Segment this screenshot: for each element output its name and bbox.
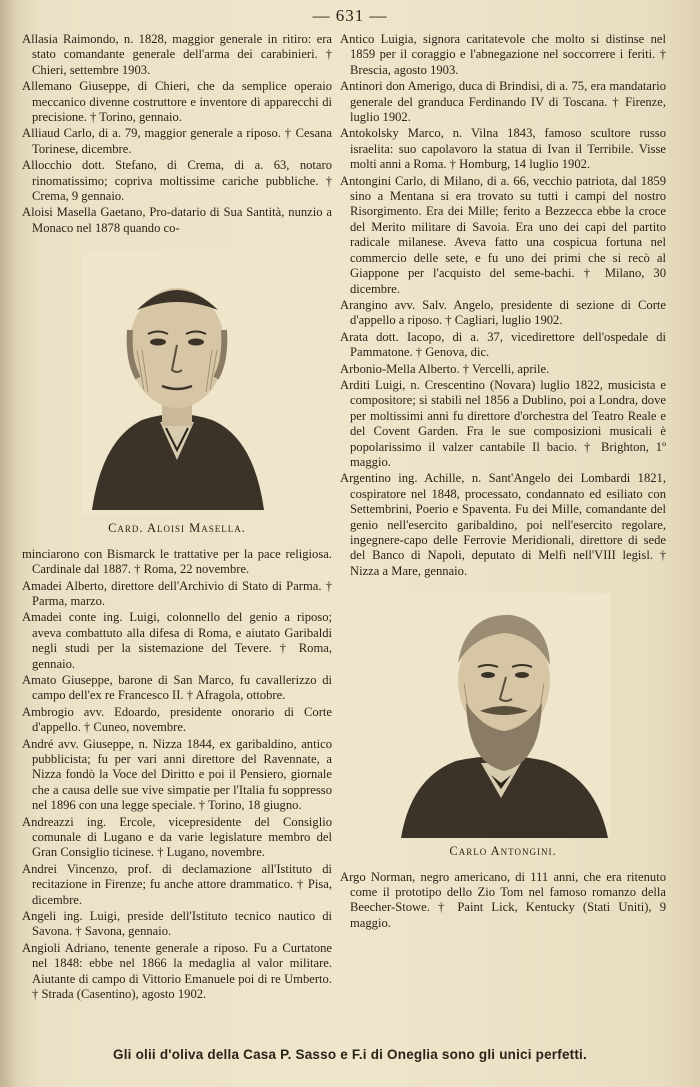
right-column (340, 32, 666, 932)
obituary-entry: Andreazzi ing. Ercole, vicepresidente del Consiglio comunale di Lugano e da varie legislature membro del Gran Consiglio ticinese. † Lugano, novembre. (22, 814, 332, 860)
obituary-entry: Allemano Giuseppe, di Chieri, che da semplice operaio meccanico divenne costruttore e inventore di apparecchi di precisione. † Torino, gennaio. (22, 79, 332, 125)
obituary-entry: Antokolsky Marco, n. Vilna 1843, famoso scultore russo israelita: suo capolavoro la statua di Ivan il Terribile. Visse molti anni a Roma. † Homburg, 14 luglio 1902. (340, 126, 666, 172)
obituary-entry: Arbonio-Mella Alberto. † Vercelli, aprile. (340, 361, 550, 376)
obituary-entry: Amato Giuseppe, barone di San Marco, fu cavallerizzo di campo dell'ex re Francesco II. † Afragola, ottobre. (22, 672, 332, 703)
binding-shadow (0, 0, 18, 1087)
obituary-entry: Aloisi Masella Gaetano, Pro-datario di Sua Santità, nunzio a Monaco nel 1878 quando co- (22, 205, 332, 235)
portrait-caption-masella: Card. Aloisi Masella. (108, 521, 246, 536)
obituary-entry: Arangino avv. Salv. Angelo, presidente di sezione di Corte d'appello a riposo. † Cagliari, luglio 1902. (340, 297, 666, 328)
right-entries-top (340, 32, 666, 579)
obituary-entry: Argo Norman, negro americano, di 111 anni, che era ritenuto come il prototipo dello Zio Tom nel famoso romanzo della Beecher-Stowe. † Paint Lick, Kentucky (Stati Uniti), 9 maggio. (340, 869, 666, 930)
obituary-entry: Amadei Alberto, direttore dell'Archivio di Stato di Parma. † Parma, marzo. (22, 578, 332, 608)
obituary-entry: Andrei Vincenzo, prof. di declamazione all'Istituto di recitazione in Firenze; fu anche attore drammatico. † Pisa, dicembre. (22, 861, 332, 907)
obituary-entry: Angioli Adriano, tenente generale a riposo. Fu a Curtatone nel 1848: ebbe nel 1866 la medaglia al valor militare. Aiutante di campo di Vittorio Emanuele poi di re Umberto. † Strada (Casentino), agosto 1902. (22, 940, 332, 1002)
advertisement-footer: Gli olii d'oliva della Casa P. Sasso e F.i di Oneglia sono gli unici perfetti. (113, 1047, 587, 1062)
obituary-entry: Argentino ing. Achille, n. Sant'Angelo dei Lombardi 1821, cospiratore nel 1848, processato, condannato ed esiliato con Settembrini, Poerio e Spaventa. Fu dei Mille, comandante del genio nell'esercito garibaldino, poi nell'esercito regolare, ingegnere-capo delle Ferrovie Meridionali, direttore di sede del Banco di Napoli, deputato di Melfi nell'VIII legisl. † Nizza a Mare, gennaio. (340, 471, 666, 578)
portrait-antongini-image (396, 593, 611, 838)
obituary-entry: Ambrogio avv. Edoardo, presidente onorario di Corte d'appello. † Cuneo, novembre. (22, 704, 332, 735)
left-entries-bottom (22, 547, 332, 1003)
obituary-entry: Angeli ing. Luigi, preside dell'Istituto tecnico nautico di Savona. † Savona, gennaio. (22, 909, 332, 939)
portrait-masella-image (82, 250, 272, 515)
page-number: — 631 — (312, 6, 388, 25)
obituary-entry: minciarono con Bismarck le trattative per la pace religiosa. Cardinale dal 1887. † Roma, 22 novembre. (22, 546, 332, 577)
right-entries-bottom (340, 870, 666, 932)
left-entries-top (22, 32, 332, 236)
svg-text:G.S.: G.S. (94, 492, 112, 504)
obituary-entry: Allasia Raimondo, n. 1828, maggior generale in ritiro: era stato comandante generale dell'arma dei carabinieri. † Chieri, settembre 1903. (22, 32, 332, 77)
obituary-entry: André avv. Giuseppe, n. Nizza 1844, ex garibaldino, antico pubblicista; fu per vari anni direttore del Ravennate, a Nizza fondò la Voce del Diritto e poi il Pensiero, giornale che a causa delle sue vive simpatie per l'Italia fu soppresso nel 1896 con una legge speciale. † Torino, 18 giugno. (22, 736, 332, 813)
obituary-entry: Alliaud Carlo, di a. 79, maggior generale a riposo. † Cesana Torinese, dicembre. (22, 126, 332, 156)
left-column (22, 32, 332, 1003)
obituary-entry: Amadei conte ing. Luigi, colonnello del genio a riposo; aveva combattuto alla difesa di Roma, e aiutato Garibaldi negli studi per la sistemazione del Tevere. † Roma, gennaio. (22, 610, 332, 671)
obituary-entry: Allocchio dott. Stefano, di Crema, di a. 63, notaro rinomatissimo; copriva moltissime cariche pubbliche. † Crema, 9 gennaio. (22, 158, 332, 204)
svg-text:G.S.: G.S. (407, 815, 426, 827)
obituary-entry: Antinori don Amerigo, duca di Brindisi, di a. 75, era mandatario generale del granduca Ferdinando IV di Toscana. † Firenze, luglio 1902. (340, 79, 666, 125)
portrait-caption-antongini: Carlo Antongini. (449, 844, 557, 859)
obituary-entry: Arditi Luigi, n. Crescentino (Novara) luglio 1822, musicista e compositore; si stabilì nel 1856 a Dublino, poi a Londra, dove per moltissimi anni fu direttore d'orchestra del Teatro Reale e del Covent Garden. Fra le sue composizioni musicali è popolarissimo il valzer cantabile Il bacio. † Brighton, 1º maggio. (340, 377, 666, 469)
obituary-entry: Antongini Carlo, di Milano, di a. 66, vecchio patriota, dal 1859 sino a Mentana si era trovato su tutti i campi del nostro Risorgimento. Era dei Mille; ferito a Bezzecca ebbe la croce del Merito militare di Savoia. Era uno dei capi del partito radicale milanese. Aveva fatto una cospicua fortuna nel commercio delle sete, e fu uno dei primi che si recò al Giappone per l'acquisto del seme-bachi. † Milano, 30 dicembre. (340, 173, 666, 296)
obituary-entry: Antico Luigia, signora caritatevole che molto si distinse nel 1859 per il coraggio e l'abnegazione nel soccorrere i feriti. † Brescia, agosto 1903. (340, 32, 666, 77)
obituary-entry: Arata dott. Iacopo, di a. 37, vicedirettore dell'ospedale di Pammatone. † Genova, dic. (340, 329, 666, 360)
